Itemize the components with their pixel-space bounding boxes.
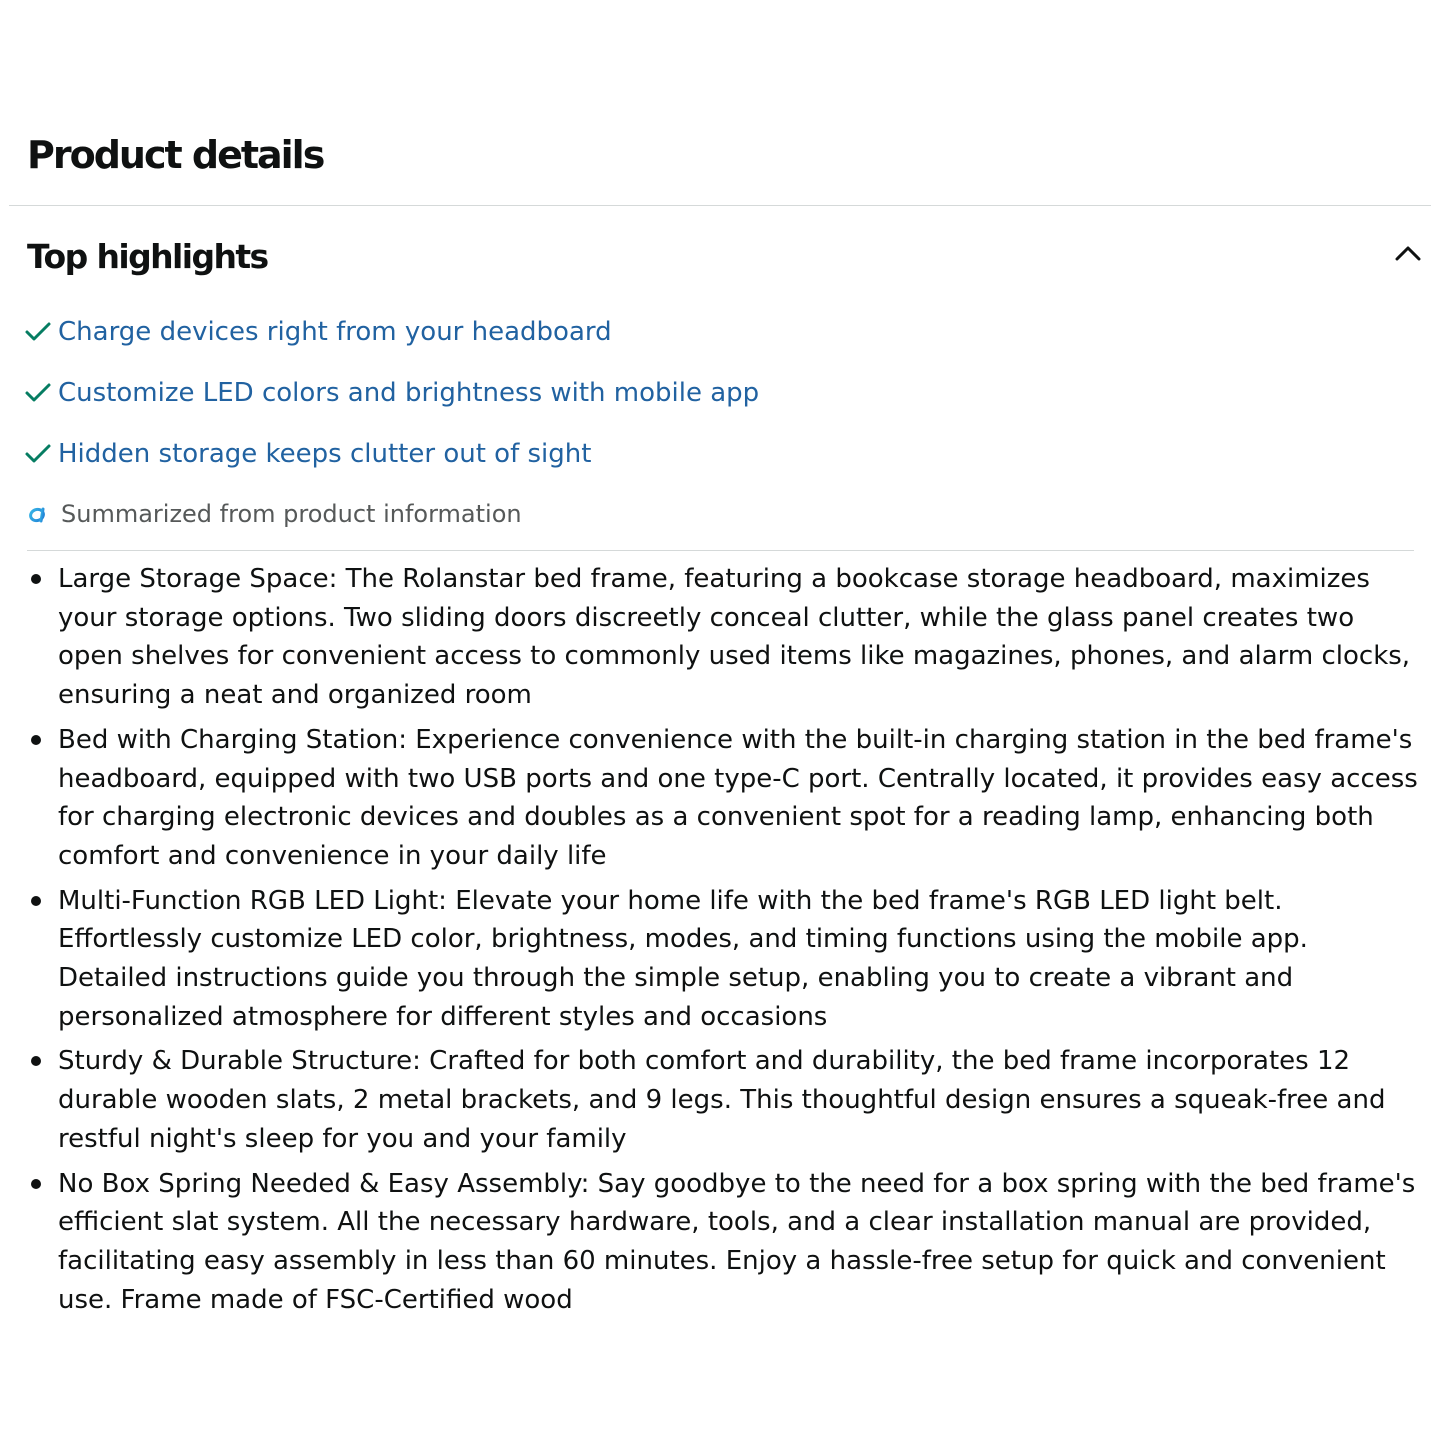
ai-summary-note [27, 494, 522, 534]
bullet-icon [31, 1179, 41, 1189]
about-this-item-list [58, 560, 1418, 1325]
highlight-link[interactable]: Hidden storage keeps clutter out of sight [58, 439, 592, 469]
bullet-icon [31, 735, 41, 745]
list-item [58, 721, 1418, 876]
highlight-item[interactable] [24, 371, 759, 432]
bullet-icon [31, 574, 41, 584]
page-title: Product details [27, 133, 324, 177]
list-item-text: Sturdy & Durable Structure: Crafted for both comfort and durability, the bed frame incorporates 12 durable wooden slats, 2 metal brackets, and 9 legs. This thoughtful design ensures a squeak-free and restful night's sleep for you and your family [58, 1046, 1386, 1154]
list-item [58, 1165, 1418, 1320]
summary-label: Summarized from product information [61, 500, 522, 528]
top-highlights-header[interactable] [27, 232, 1423, 282]
list-item-text: Bed with Charging Station: Experience convenience with the built-in charging station in the bed frame's headboard, equipped with two USB ports and one type-C port. Centrally located, it provides easy access for charging electronic devices and doubles as a convenient spot for a reading lamp, enhancing both comfort and convenience in your daily life [58, 724, 1418, 871]
section-divider [9, 205, 1431, 206]
bullet-icon [31, 1056, 41, 1066]
highlight-link[interactable]: Charge devices right from your headboard [58, 317, 612, 347]
highlight-item[interactable] [24, 310, 759, 371]
list-item [58, 560, 1418, 715]
list-item-text: No Box Spring Needed & Easy Assembly: Say goodbye to the need for a box spring with the bed frame's efficient slat system. All the necessary hardware, tools, and a clear installation manual are provided, facilitating easy assembly in less than 60 minutes. Enjoy a hassle-free setup for quick and convenient use. Frame made of FSC-Certified wood [58, 1168, 1416, 1315]
highlight-item[interactable] [24, 432, 759, 493]
list-item [58, 1042, 1418, 1158]
highlight-link[interactable]: Customize LED colors and brightness with mobile app [58, 378, 760, 408]
checkmark-icon [24, 432, 52, 472]
ai-sparkle-icon [27, 503, 49, 525]
checkmark-icon [24, 310, 52, 350]
top-highlights-title: Top highlights [27, 237, 268, 276]
bullet-icon [31, 896, 41, 906]
list-divider [27, 550, 1414, 551]
list-item [58, 882, 1418, 1037]
highlights-list [24, 310, 759, 493]
checkmark-icon [24, 371, 52, 411]
list-item-text: Large Storage Space: The Rolanstar bed frame, featuring a bookcase storage headboard, maximizes your storage options. Two sliding doors discreetly conceal clutter, while the glass panel creates two open shelves for convenient access to commonly used items like magazines, phones, and alarm clocks, ensuring a neat and organized room [58, 564, 1411, 711]
chevron-up-icon[interactable] [1393, 238, 1423, 268]
list-item-text: Multi-Function RGB LED Light: Elevate your home life with the bed frame's RGB LED light belt. Effortlessly customize LED color, brightness, modes, and timing functions using the mobile app. Detailed instructions guide you through the simple setup, enabling you to create a vibrant and personalized atmosphere for different styles and occasions [58, 885, 1308, 1032]
